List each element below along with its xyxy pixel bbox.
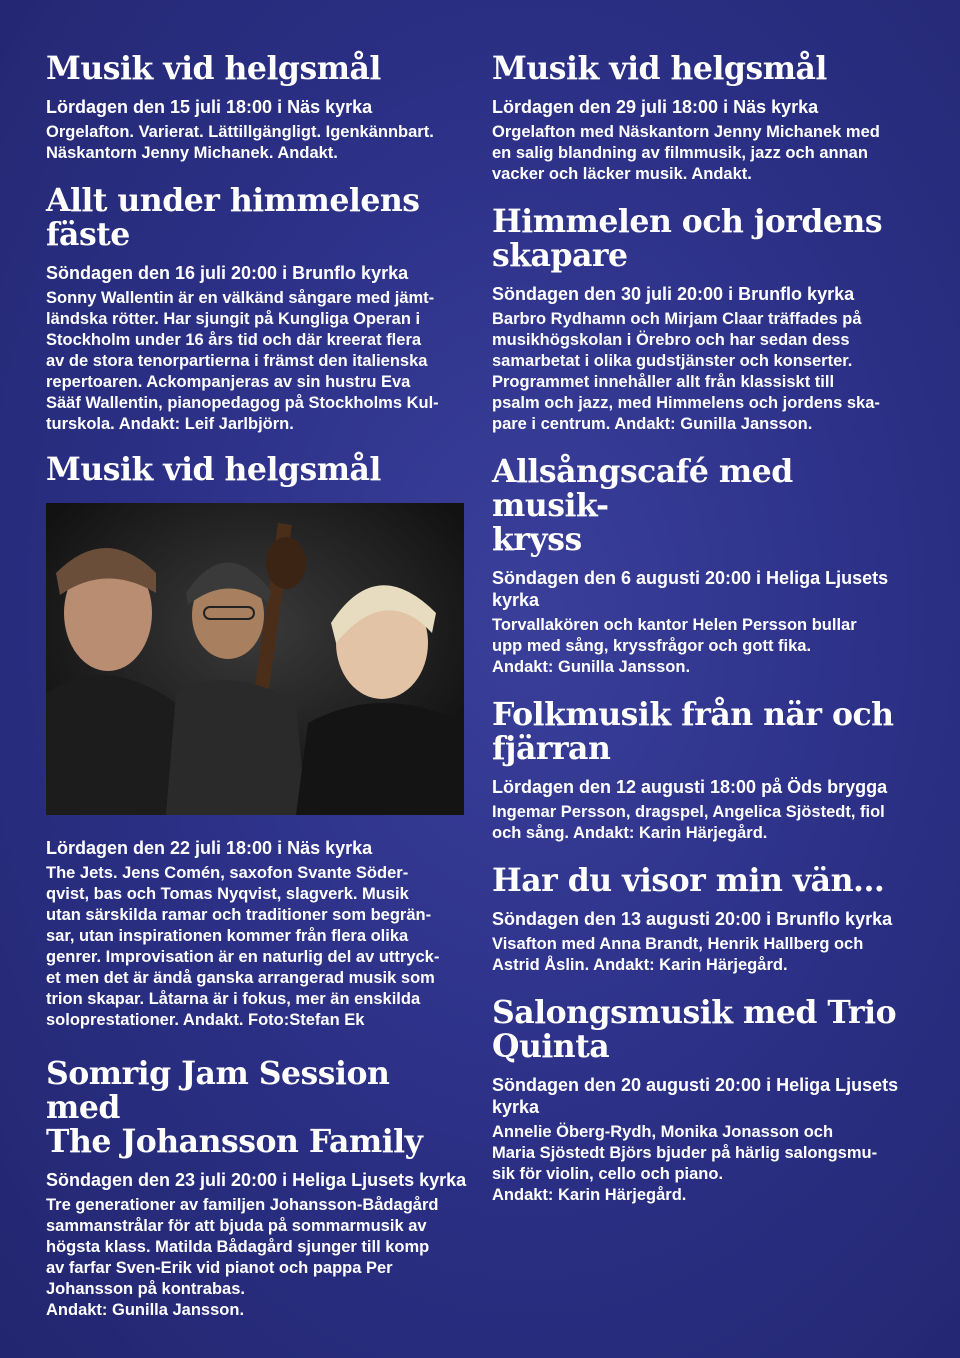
- event-folkmusik: [492, 698, 917, 844]
- event-salongsmusik: [492, 996, 917, 1206]
- event-har-du-visor: [492, 864, 917, 976]
- event-title: Musik vid helgsmål: [492, 50, 827, 87]
- event-title: Allt under himmelens fäste: [46, 182, 420, 253]
- event-date: Söndagen den 23 juli 20:00 i Heliga Ljusets kyrka: [46, 1170, 467, 1190]
- event-description: Sonny Wallentin är en välkänd sångare med jämt- ländska rötter. Har sjungit på Kungliga Operan i Stockholm under 16 års tid och där kreerat flera av de stora tenorpartierna i främst den italienska repertoaren. Ackompanjeras av sin hustru Eva Sääf Wallentin, pianopedagog på Stockholms Kul- turskola. Andakt: Leif Jarlbjörn.: [46, 289, 439, 433]
- event-musik-vid-helgsmal-22-juli: [46, 453, 471, 1031]
- event-title: Musik vid helgsmål: [46, 50, 381, 87]
- event-title: Musik vid helgsmål: [46, 451, 381, 488]
- left-column: [46, 52, 471, 1321]
- right-column: [492, 52, 917, 1206]
- event-title: Somrig Jam Session med The Johansson Family: [46, 1055, 423, 1160]
- event-musik-vid-helgsmal-29-juli: [492, 52, 917, 185]
- event-allsangscafe: [492, 455, 917, 678]
- event-date: Lördagen den 15 juli 18:00 i Näs kyrka: [46, 97, 373, 117]
- event-somrig-jam-session: [46, 1057, 471, 1321]
- event-description: Barbro Rydhamn och Mirjam Claar träffades på musikhögskolan i Örebro och har sedan dess samarbetat i olika gudstjänster och konserter. Programmet innehåller allt från klassiskt till psalm och jazz, med Himmelens och jordens ska- pare i centrum. Andakt: Gunilla Jansson.: [492, 310, 880, 433]
- event-title: Har du visor min vän...: [492, 862, 885, 899]
- event-date: Lördagen den 22 juli 18:00 i Näs kyrka: [46, 838, 373, 858]
- event-description: The Jets. Jens Comén, saxofon Svante Söder- qvist, bas och Tomas Nyqvist, slagverk. Musik utan särskilda ramar och traditioner som begrän- sar, utan inspirationen kommer från flera olika genrer. Improvisation är en naturlig del av uttryck- et men det är ändå ganska arrangerad musik som trion skapar. Låtarna är i fokus, mer än enskilda soloprestationer. Andakt. Foto:Stefan Ek: [46, 864, 440, 1029]
- event-musik-vid-helgsmal-15-juli: [46, 52, 471, 164]
- event-date: Söndagen den 13 augusti 20:00 i Brunflo kyrka: [492, 909, 893, 929]
- event-date: Lördagen den 29 juli 18:00 i Näs kyrka: [492, 97, 819, 117]
- event-description: Orgelafton med Näskantorn Jenny Michanek med en salig blandning av filmmusik, jazz och annan vacker och läcker musik. Andakt.: [492, 123, 880, 183]
- event-date: Söndagen den 30 juli 20:00 i Brunflo kyrka: [492, 284, 855, 304]
- event-description: Tre generationer av familjen Johansson-Bådagård sammanstrålar för att bjuda på sommarmusik av högsta klass. Matilda Bådagård sjunger till komp av farfar Sven-Erik vid pianot och pappa Per Johansson på kontrabas. Andakt: Gunilla Jansson.: [46, 1196, 439, 1319]
- event-date: Lördagen den 12 augusti 18:00 på Öds brygga: [492, 777, 888, 797]
- event-description: Orgelafton. Varierat. Lättillgängligt. Igenkännbart. Näskantorn Jenny Michanek. Andakt.: [46, 123, 434, 162]
- event-description: Annelie Öberg-Rydh, Monika Jonasson och Maria Sjöstedt Björs bjuder på härlig salongsmu- sik för violin, cello och piano. Andakt: Karin Härjegård.: [492, 1123, 878, 1204]
- event-himmelen-och-jordens-skapare: [492, 205, 917, 435]
- band-photo-illustration: [46, 503, 464, 815]
- event-title: Salongsmusik med Trio Quinta: [492, 994, 897, 1065]
- band-photo: [46, 503, 464, 815]
- event-allt-under-himmelens-faste: [46, 184, 471, 435]
- event-title: Allsångscafé med musik- kryss: [492, 453, 793, 558]
- event-title: Himmelen och jordens skapare: [492, 203, 883, 274]
- event-title: Folkmusik från när och fjärran: [492, 696, 894, 767]
- event-date: Söndagen den 6 augusti 20:00 i Heliga Ljusets kyrka: [492, 568, 889, 610]
- event-description: Ingemar Persson, dragspel, Angelica Sjöstedt, fiol och sång. Andakt: Karin Härjegård.: [492, 803, 885, 842]
- event-date: Söndagen den 16 juli 20:00 i Brunflo kyrka: [46, 263, 409, 283]
- event-date: Söndagen den 20 augusti 20:00 i Heliga Ljusets kyrka: [492, 1075, 899, 1117]
- event-description: Visafton med Anna Brandt, Henrik Hallberg och Astrid Åslin. Andakt: Karin Härjegård.: [492, 935, 864, 974]
- event-description: Torvallakören och kantor Helen Persson bullar upp med sång, kryssfrågor och gott fika. Andakt: Gunilla Jansson.: [492, 616, 857, 676]
